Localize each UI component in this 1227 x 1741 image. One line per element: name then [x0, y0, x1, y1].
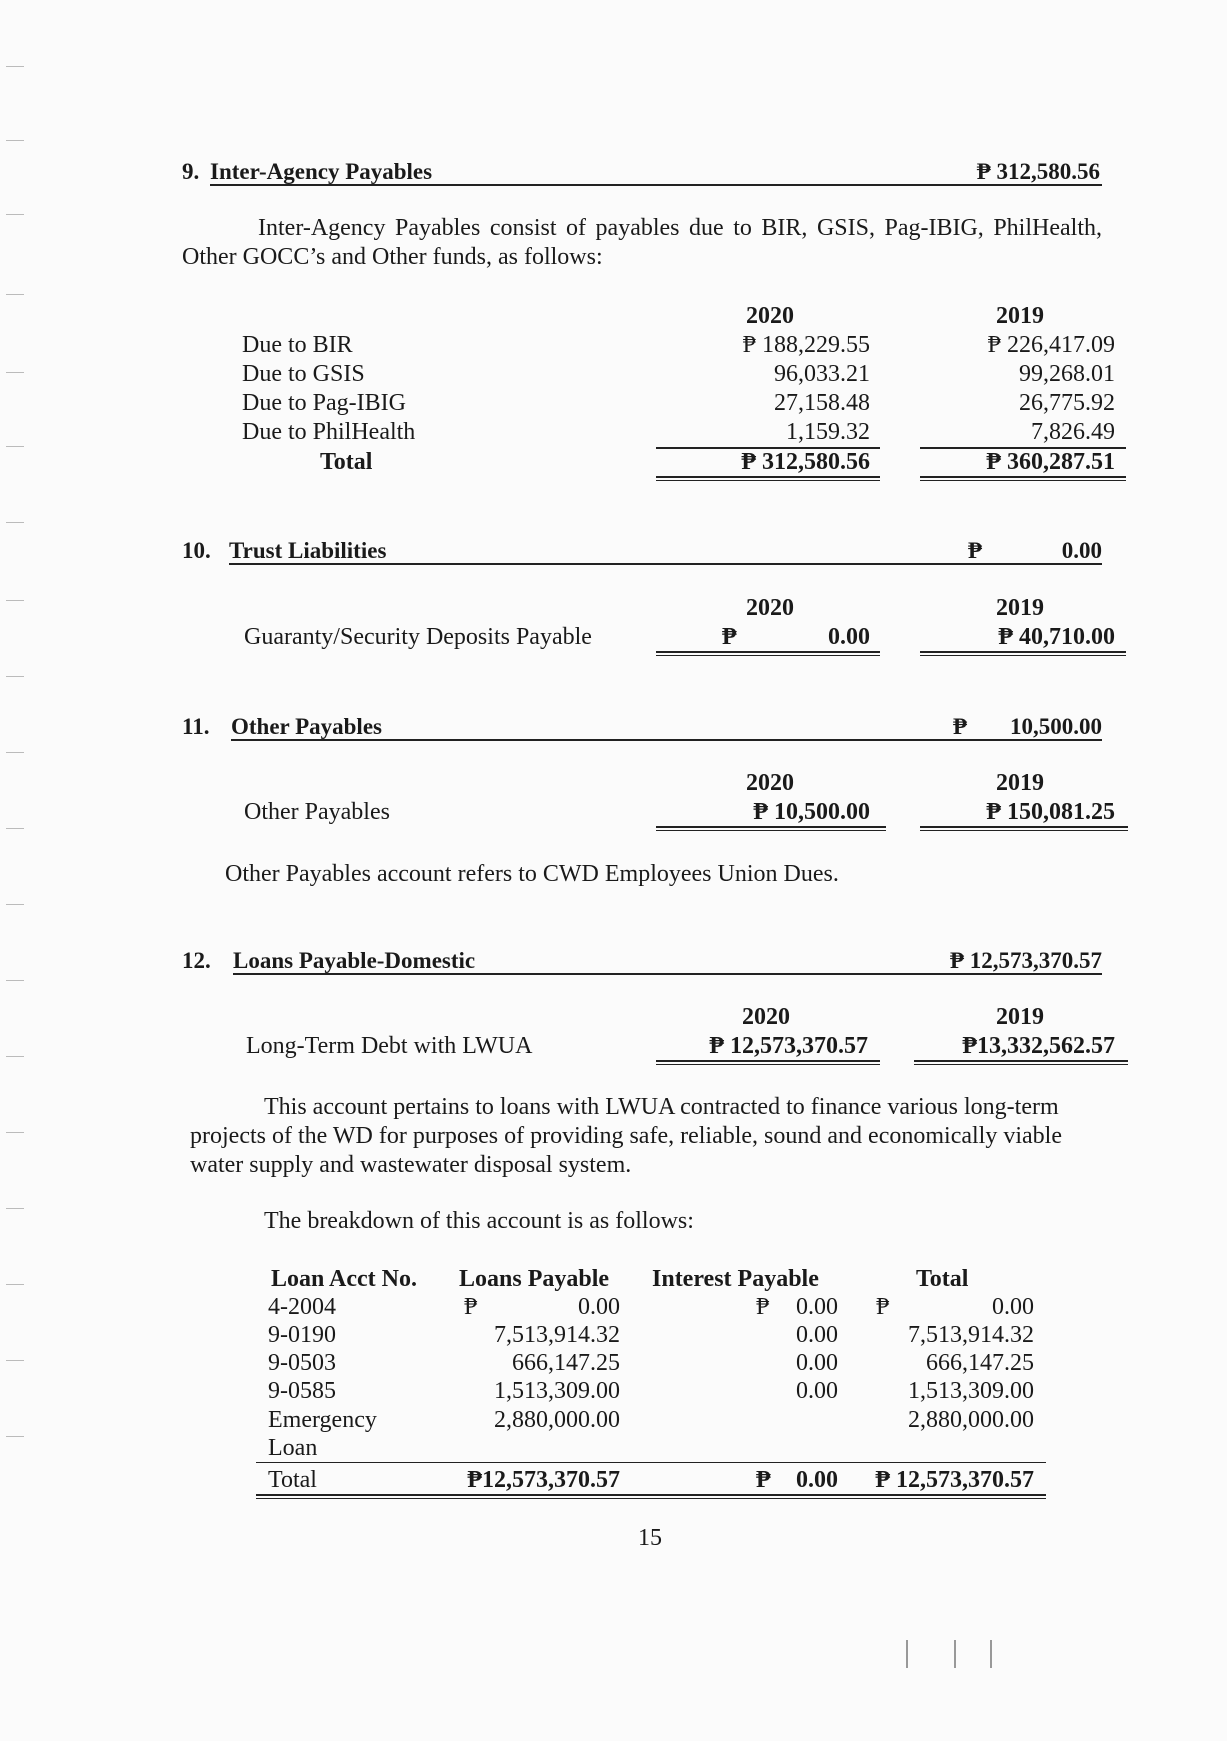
s9-row-label: Due to BIR: [242, 332, 353, 358]
s9-total-double-rule: [656, 480, 880, 481]
s12-double-rule: [914, 1060, 1128, 1062]
margin-tick: [6, 1132, 24, 1133]
s9-total-2020: ₱ 312,580.56: [741, 449, 870, 475]
margin-tick: [6, 372, 24, 373]
s11-row-label: Other Payables: [244, 799, 390, 825]
margin-tick: [6, 600, 24, 601]
s9-row-2019: 99,268.01: [1019, 361, 1115, 387]
s12-double-rule: [656, 1060, 880, 1062]
s11-double-rule: [920, 826, 1128, 828]
s10-2020-value: 0.00: [828, 624, 870, 650]
s9-row-label: Due to PhilHealth: [242, 419, 416, 445]
breakdown-acct: 9-0585: [268, 1378, 336, 1404]
page-number: 15: [638, 1525, 662, 1551]
s9-total-double-rule: [920, 480, 1126, 481]
breakdown-acct-line2: Loan: [268, 1435, 318, 1461]
breakdown-total-interest-currency: ₱: [756, 1467, 771, 1493]
section-12-rule: [233, 973, 1102, 975]
s10-col-2019: 2019: [996, 595, 1044, 621]
s10-2019-value: ₱ 40,710.00: [998, 624, 1115, 650]
section-12-amount: ₱ 12,573,370.57: [949, 948, 1102, 973]
s10-2020-currency: ₱: [722, 624, 737, 650]
breakdown-loans: 666,147.25: [512, 1350, 620, 1376]
breakdown-header-interest: Interest Payable: [652, 1266, 819, 1292]
margin-tick: [6, 676, 24, 677]
margin-tick: [6, 1436, 24, 1437]
s9-col-2019: 2019: [996, 303, 1044, 329]
s9-row-2020: ₱ 188,229.55: [742, 332, 870, 358]
s10-row-label: Guaranty/Security Deposits Payable: [244, 624, 592, 650]
margin-tick: [6, 980, 24, 981]
s11-2019-value: ₱ 150,081.25: [986, 799, 1115, 825]
section-12-title: Loans Payable-Domestic: [233, 948, 476, 973]
margin-tick: [6, 904, 24, 905]
s9-total-label: Total: [320, 449, 373, 475]
s9-total-double-rule: [656, 476, 880, 478]
breakdown-total-double-rule: [256, 1498, 1046, 1499]
section-11-number: 11.: [182, 714, 210, 739]
margin-tick: [6, 66, 24, 67]
breakdown-total: 666,147.25: [926, 1350, 1034, 1376]
section-9-amount: ₱ 312,580.56: [976, 159, 1100, 184]
section-11-rule: [231, 739, 1102, 741]
breakdown-interest-currency: ₱: [756, 1294, 770, 1320]
section-11-title: Other Payables: [231, 714, 382, 739]
breakdown-header-total: Total: [916, 1266, 969, 1292]
section-11-amount: 10,500.00: [1010, 714, 1102, 739]
margin-tick: [6, 294, 24, 295]
s11-col-2020: 2020: [746, 770, 794, 796]
s9-row-2020: 1,159.32: [786, 419, 870, 445]
s12-2020-value: ₱ 12,573,370.57: [709, 1033, 868, 1059]
s10-col-2020: 2020: [746, 595, 794, 621]
section-10-amount: 0.00: [1061, 538, 1102, 563]
breakdown-interest: 0.00: [796, 1350, 838, 1376]
breakdown-interest: 0.00: [796, 1322, 838, 1348]
s9-row-2019: 26,775.92: [1019, 390, 1115, 416]
breakdown-total: 7,513,914.32: [908, 1322, 1034, 1348]
breakdown-interest: 0.00: [796, 1294, 838, 1320]
s12-double-rule: [656, 1064, 880, 1065]
margin-tick: [6, 1056, 24, 1057]
s12-col-2019: 2019: [996, 1004, 1044, 1030]
breakdown-acct: 9-0503: [268, 1350, 336, 1376]
s11-double-rule: [656, 830, 886, 831]
breakdown-header-acct: Loan Acct No.: [271, 1266, 417, 1292]
section-10-currency: ₱: [968, 538, 983, 563]
breakdown-acct: 9-0190: [268, 1322, 336, 1348]
margin-tick: [6, 1360, 24, 1361]
s10-double-rule: [656, 655, 880, 656]
s9-col-2020: 2020: [746, 303, 794, 329]
breakdown-loans: 7,513,914.32: [494, 1322, 620, 1348]
scan-mark: [906, 1640, 908, 1668]
s11-col-2019: 2019: [996, 770, 1044, 796]
s9-row-2019: 7,826.49: [1031, 419, 1115, 445]
s11-double-rule: [656, 826, 886, 828]
section-9-number: 9.: [182, 159, 200, 184]
breakdown-acct: 4-2004: [268, 1294, 336, 1320]
s9-row-2019: ₱ 226,417.09: [987, 332, 1115, 358]
breakdown-loans-currency: ₱: [464, 1294, 478, 1320]
s12-2019-value: ₱13,332,562.57: [962, 1033, 1115, 1059]
breakdown-total: 1,513,309.00: [908, 1378, 1034, 1404]
breakdown-loans: 2,880,000.00: [494, 1407, 620, 1433]
breakdown-total-currency: ₱: [876, 1294, 890, 1320]
s9-row-label: Due to GSIS: [242, 361, 365, 387]
breakdown-acct: Emergency: [268, 1407, 377, 1433]
s10-double-rule: [920, 651, 1126, 653]
breakdown-total-interest: 0.00: [796, 1467, 838, 1493]
breakdown-total-label: Total: [268, 1467, 317, 1493]
s9-total-2019: ₱ 360,287.51: [986, 449, 1115, 475]
s12-col-2020: 2020: [742, 1004, 790, 1030]
breakdown-total-top-rule: [256, 1462, 1046, 1463]
s9-total-double-rule: [920, 476, 1126, 478]
margin-tick: [6, 828, 24, 829]
margin-tick: [6, 752, 24, 753]
s11-note: Other Payables account refers to CWD Employees Union Dues.: [225, 861, 839, 887]
section-11-currency: ₱: [953, 714, 968, 739]
margin-tick: [6, 214, 24, 215]
margin-tick: [6, 522, 24, 523]
section-12-number: 12.: [182, 948, 211, 973]
breakdown-loans: 1,513,309.00: [494, 1378, 620, 1404]
breakdown-interest: 0.00: [796, 1378, 838, 1404]
s12-row-label: Long-Term Debt with LWUA: [246, 1033, 533, 1059]
s11-2020-value: ₱ 10,500.00: [753, 799, 870, 825]
s10-double-rule: [656, 651, 880, 653]
s10-double-rule: [920, 655, 1126, 656]
breakdown-total: 0.00: [992, 1294, 1034, 1320]
breakdown-total-total: ₱ 12,573,370.57: [875, 1467, 1034, 1493]
breakdown-header-loans: Loans Payable: [459, 1266, 610, 1292]
margin-tick: [6, 140, 24, 141]
section-9-title: Inter-Agency Payables: [210, 159, 433, 184]
breakdown-loans: 0.00: [578, 1294, 620, 1320]
breakdown-total-double-rule: [256, 1494, 1046, 1496]
s9-row-label: Due to Pag-IBIG: [242, 390, 406, 416]
s9-row-2020: 27,158.48: [774, 390, 870, 416]
s12-breakdown-intro: The breakdown of this account is as follows:: [264, 1208, 694, 1234]
section-10-title: Trust Liabilities: [229, 538, 387, 563]
scan-mark: [954, 1640, 956, 1668]
section-10-number: 10.: [182, 538, 211, 563]
margin-tick: [6, 1208, 24, 1209]
s12-double-rule: [914, 1064, 1128, 1065]
margin-tick: [6, 446, 24, 447]
s11-double-rule: [920, 830, 1128, 831]
s9-row-2020: 96,033.21: [774, 361, 870, 387]
scan-mark: [990, 1640, 992, 1668]
section-9-rule: [210, 184, 1102, 186]
breakdown-total-loans: ₱12,573,370.57: [467, 1467, 620, 1493]
section-9-intro: Inter-Agency Payables consist of payables due to BIR, GSIS, Pag-IBIG, PhilHealth, Other GOCC’s and Other funds, as follows:: [182, 215, 1102, 270]
s12-paragraph: This account pertains to loans with LWUA contracted to finance various long-term projects of the WD for purposes of providing safe, reliable, sound and economically viable water supply and wastewater disposal system.: [190, 1094, 1062, 1178]
breakdown-total: 2,880,000.00: [908, 1407, 1034, 1433]
margin-tick: [6, 1284, 24, 1285]
section-10-rule: [229, 563, 1102, 565]
